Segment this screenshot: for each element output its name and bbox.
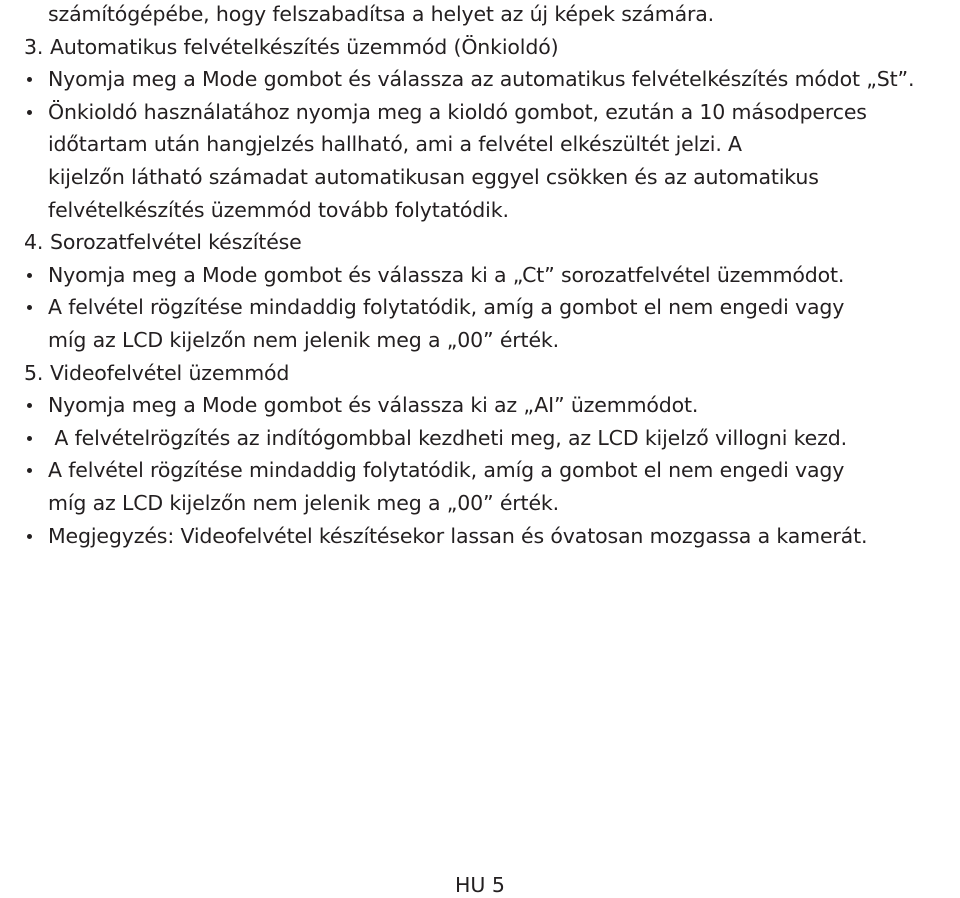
bullet-item xyxy=(24,259,954,292)
bullet-item xyxy=(24,520,954,553)
bullet-item xyxy=(24,454,954,519)
section-title: Sorozatfelvétel készítése xyxy=(50,230,302,255)
bullet-line: időtartam után hangjelzés hallható, ami a felvétel elkészültét jelzi. A xyxy=(48,132,742,157)
bullet-line: míg az LCD kijelzőn nem jelenik meg a „00” érték. xyxy=(48,327,559,352)
bullet-item xyxy=(24,389,954,422)
bullet-line: kijelzőn látható számadat automatikusan eggyel csökken és az automatikus xyxy=(48,164,819,189)
section-heading-5 xyxy=(24,357,954,390)
bullet-item xyxy=(24,422,954,455)
page-number: HU 5 xyxy=(455,873,505,897)
bullet-line: Nyomja meg a Mode gombot és válassza ki az „AI” üzemmódot. xyxy=(48,393,699,418)
intro-line: számítógépébe, hogy felszabadítsa a helyet az új képek számára. xyxy=(48,2,715,26)
bullet-line: míg az LCD kijelzőn nem jelenik meg a „00” érték. xyxy=(48,490,559,515)
bullet-item xyxy=(24,63,954,96)
bullet-line: A felvétel rögzítése mindaddig folytatódik, amíg a gombot el nem engedi vagy xyxy=(48,458,845,483)
section-number: 4. xyxy=(24,230,44,255)
bullet-item xyxy=(24,96,954,226)
bullet-item xyxy=(24,291,954,356)
instructions-body xyxy=(24,0,954,552)
bullet-line: A felvételrögzítés az indítógombbal kezdheti meg, az LCD kijelző villogni kezd. xyxy=(48,425,847,450)
bullet-line: Önkioldó használatához nyomja meg a kioldó gombot, ezután a 10 másodperces xyxy=(48,99,867,124)
section-title: Videofelvétel üzemmód xyxy=(50,360,290,385)
bullet-line: Megjegyzés: Videofelvétel készítésekor lassan és óvatosan mozgassa a kamerát. xyxy=(48,523,868,548)
bullet-line: felvételkészítés üzemmód tovább folytatódik. xyxy=(48,197,509,222)
bullet-line: A felvétel rögzítése mindaddig folytatódik, amíg a gombot el nem engedi vagy xyxy=(48,295,845,320)
section-number: 5. xyxy=(24,360,44,385)
section-title: Automatikus felvételkészítés üzemmód (Önkioldó) xyxy=(50,34,559,59)
section-heading-3 xyxy=(24,31,954,64)
section-heading-4 xyxy=(24,226,954,259)
bullet-line: Nyomja meg a Mode gombot és válassza az automatikus felvételkészítés módot „St”. xyxy=(48,67,915,92)
section-number: 3. xyxy=(24,34,44,59)
bullet-line: Nyomja meg a Mode gombot és válassza ki a „Ct” sorozatfelvétel üzemmódot. xyxy=(48,262,845,287)
